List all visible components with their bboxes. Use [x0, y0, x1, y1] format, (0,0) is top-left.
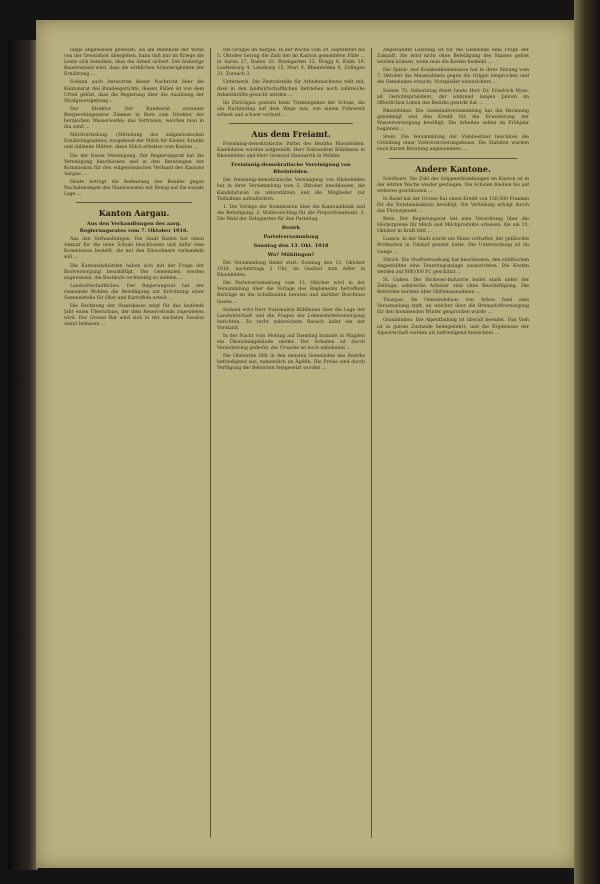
article-paragraph: Sodann auch Antworten dieser Nachricht über die Kantonsrat des Bundesgerichts, diesen Fällen ist von dem Urteil gelöst, dass die Regierung über die Ausübung der Strafgesetzgebung ...: [64, 80, 204, 104]
column-rule-1: [210, 48, 211, 838]
divider: [389, 158, 517, 159]
subheading-party: Freisinnig-demokratische Vereinigung von Rheinfelden.: [231, 162, 351, 176]
article-paragraph: Freisinnig-demokratische Partei des Bezirks Rheinfelden. Kandidaten wurden aufgestellt: Herr Nationalrat Bühlmann in Rheinfelden und Herr Grossrat Hauswirth in Möhlin.: [217, 142, 365, 160]
article-paragraph: Der Direktor. Der Bundesrat ernannte Bergwerkingenieur Zimmer in Bern zum Direktor der bernischen Wasserwerke; das Vertrauen, welches man in ihn setzt ...: [64, 106, 204, 131]
article-paragraph: Zürich. Die Stadtverwaltung hat beschlossen, den städtischen Angestellten eine Teuerungszulage auszurichten. Die Kosten werden auf 800,000 Fr. geschätzt ...: [377, 257, 529, 275]
article-paragraph: Thurgau. Im Gemeindehaus von Arbon fand eine Versammlung statt, an welcher über die Brennstoffversorgung für den kommenden Winter gesprochen wurde ...: [377, 298, 529, 316]
article-paragraph: Graubünden. Die Alpentladung ist überall beendet. Das Vieh ist in gutem Zustande heimgekehrt, und die Ergebnisse der Alpwirtschaft werden als befriedigend bezeichnet ...: [377, 318, 529, 336]
article-paragraph: Aus den Verhandlungen. Die Stadt Baden hat einen Ankauf für die neue Schule beschlossen und dafür eine Kommission bestellt, die mit den Einwohnern verhandeln soll ...: [64, 237, 204, 261]
article-paragraph: Die der Rasse Vereinigung. Der Regierungsrat hat die Vereinigung beschlossen und in den Beratungen der Kommission für den eidgenössischen Verband des Kantons Aargau ...: [64, 153, 204, 177]
article-paragraph: Bern. Der Regierungsrat hat eine Verordnung über die Höchstpreise für Milch und Milchprodukte erlassen, die am 15. Oktober in Kraft tritt ...: [377, 217, 529, 235]
article-paragraph: Sodann wird Herr Nationalrat Bühlmann über die Lage der Landwirtschaft und die Fragen der Lebensmittelversorgung berichten. Zu recht zahlreichem Besuch ladet ein der Vorstand.: [217, 307, 365, 331]
column-1: [64, 48, 204, 838]
book-gutter: [8, 40, 38, 870]
article-paragraph: Die Spital- und Krankenkommission hat in ihrer Sitzung vom 7. Oktober die Massnahmen gegen die Grippe besprochen und die Gemeinden ersucht, Notspitäler einzurichten ...: [377, 68, 529, 86]
article-paragraph: Die Rechnung der Staatskasse zeigt für das laufende Jahr einen Überschuss, der dem Reservefonds zugewiesen wird. Der Grosse Rat wird sich in der nächsten Session damit befassen ...: [64, 304, 204, 328]
article-paragraph: Rheinfelden. Die Gemeindeversammlung hat die Rechnung genehmigt und den Kredit für die Erweiterung der Wasserversorgung bewilligt. Die Arbeiten sollen im Frühjahr beginnen ...: [377, 108, 529, 133]
newspaper-page: [36, 20, 576, 868]
article-paragraph: Luzern. In der Stadt wurde ein Mann verhaftet, der gefälschte Brotkarten in Umlauf gesetzt hatte. Die Untersuchung ist im Gange ...: [377, 237, 529, 255]
article-paragraph: In Basel hat der Grosse Rat einen Kredit von 150,000 Franken für die Notstandsaktion bewilligt. Die Verteilung erfolgt durch das Fürsorgeamt ...: [377, 196, 529, 214]
article-paragraph: Heute beträgt die Bedeutung des Bundes gegen Nachahmungen des Staatswesens mit Bezug auf die soziale Lage ...: [64, 179, 204, 198]
subheading-meeting-date: Sonntag den 13. Okt. 1918: [253, 242, 329, 249]
article-paragraph: Die Kantonsbehörden haben sich mit der Frage der Brotversorgung beschäftigt. Die Gemeinden werden angewiesen, die Bestände rechtzeitig zu melden ...: [64, 263, 204, 281]
article-paragraph: St. Gallen. Die Stickerei-Industrie leidet stark unter der Zeitlage; zahlreiche Arbeiter sind ohne Beschäftigung. Die Behörden beraten über Hilfsmassnahmen ...: [377, 277, 529, 296]
article-paragraph: Unterwerb. Die Zentralstelle für Arbeitsnachweis teilt mit, dass in den landwirtschaftlichen Betrieben noch zahlreiche Arbeitskräfte gesucht werden ...: [217, 80, 365, 98]
divider: [76, 202, 192, 203]
subheading-meeting: Parteiversammlung: [263, 233, 319, 240]
article-paragraph: Die Parteiversammlung vom 13. Oktober wird in der Versammlung über die Vorlage des Reglements betreffend Beiträge an die Schulbauten beraten und darüber Beschluss fassen ...: [217, 281, 365, 305]
subheading-aargau-lead: Aus den Verhandlungen des aarg. Regierungsrates vom 7. Oktober 1918.: [79, 221, 189, 235]
subheading-bezirk: Bezirk: [281, 224, 301, 231]
article-paragraph: Seinen 70. Geburtstag feiert heute Herr Dr. Friedrich Wyss, alt Gerichtspräsident, der während langen Jahren im öffentlichen Leben des Bezirks gewirkt hat ...: [377, 88, 529, 106]
article-paragraph: lange abgewiesen gewesen, als am Bahnhofe der Wahn von der Gewissheit übergehen, kann daß nur im Kriege die Leute sich bemühen, dass die Arbeit sichert. Der bisherige Bauernstand wird, dass die wirklichen Schwierigkeiten der Ernährung ...: [64, 48, 204, 78]
article-paragraph: Die Versammlung findet statt: Sonntag den 13. Oktober 1918, nachmittags 2 Uhr, im Gasthof zum Adler in Rheinfelden.: [217, 260, 365, 279]
article-paragraph: 1. Die Vorlage der Kommission über die Kantonalbank und die Beteiligung. 2. Wahlvorschlag für die Proportionalwahl. 3. Die Wahl der Delegierten für den Parteitag.: [217, 204, 365, 222]
column-rule-2: [371, 48, 372, 838]
section-heading-andere-kantone: Andere Kantone.: [415, 163, 491, 174]
article-paragraph: Die Gruppe im Aargau. In der Woche vom 29. September bis 5. Oktober betrug die Zahl der im Kanton gemeldeten Fälle ... in Aarau 27, Baden 33, Bremgarten 12, Brugg 8, Kulm 19, Laufenburg 4, Lenzburg 15, Muri 9, Rheinfelden 6, Zofingen 21, Zurzach 3.: [217, 48, 365, 78]
article-paragraph: Angewandte Leistung ist für die Gemeinde eine Frage der Zukunft. Sie wird nicht ohne Beteiligung des Staates gelöst werden können, wenn man die Kosten bedenkt ...: [377, 48, 529, 66]
column-2: [217, 48, 365, 838]
article-paragraph: Im Zürichgau gestern beim Trinkengehen der Schule, die am Nachmittag auf dem Wege war, von einem Fuhrwerk erfasst und schwer verletzt ...: [217, 100, 365, 118]
article-paragraph: Die freisinnig-demokratische Vereinigung von Rheinfelden hat in ihrer Versammlung vom 5. Oktober beschlossen, die Kandidaturen zu unterstützen und die Mitglieder zur Teilnahme aufzufordern.: [217, 178, 365, 202]
subheading-meeting-place: Wo? Mühlingen?: [267, 251, 315, 258]
article-paragraph: In der Nacht vom Montag auf Dienstag brannte in Magden ein Ökonomiegebäude nieder. Der Schaden ist durch Versicherung gedeckt; die Ursache ist noch unbekannt ...: [217, 334, 365, 352]
article-paragraph: Landwirtschaftliches. Der Regierungsrat hat der Gemeinde Wohlen die Bewilligung zur Errichtung einer Sammelstelle für Obst und Kartoffeln erteilt ...: [64, 283, 204, 301]
article-paragraph: Solothurn. Die Zahl der Grippeerkrankungen im Kanton ist in der letzten Woche wieder gestiegen. Die Schulen bleiben bis auf weiteres geschlossen ...: [377, 176, 529, 194]
section-heading-kanton-aargau: Kanton Aargau.: [98, 208, 170, 219]
article-paragraph: Die Obsternte fällt in den meisten Gemeinden des Bezirks befriedigend aus, namentlich an Äpfeln. Die Preise sind durch Verfügung der Behörden festgesetzt worden ...: [217, 354, 365, 372]
section-heading-freiamt: Aus dem Freiamt.: [251, 129, 331, 140]
column-3: [377, 48, 529, 838]
divider: [229, 123, 353, 124]
article-paragraph: Milchverteilung. (Mitteilung des eidgenössischen Ernährungsamtes) Ausgehend der Milch für Kinder, Kranke und stillende Mütter; diese Milch erhalten vom Kanton ...: [64, 133, 204, 151]
book-edge: [574, 0, 600, 884]
article-paragraph: Stein. Die Versammlung der Viehbesitzer beschloss die Gründung einer Viehversicherungskasse. Die Statuten wurden nach kurzer Beratung angenommen ...: [377, 135, 529, 153]
